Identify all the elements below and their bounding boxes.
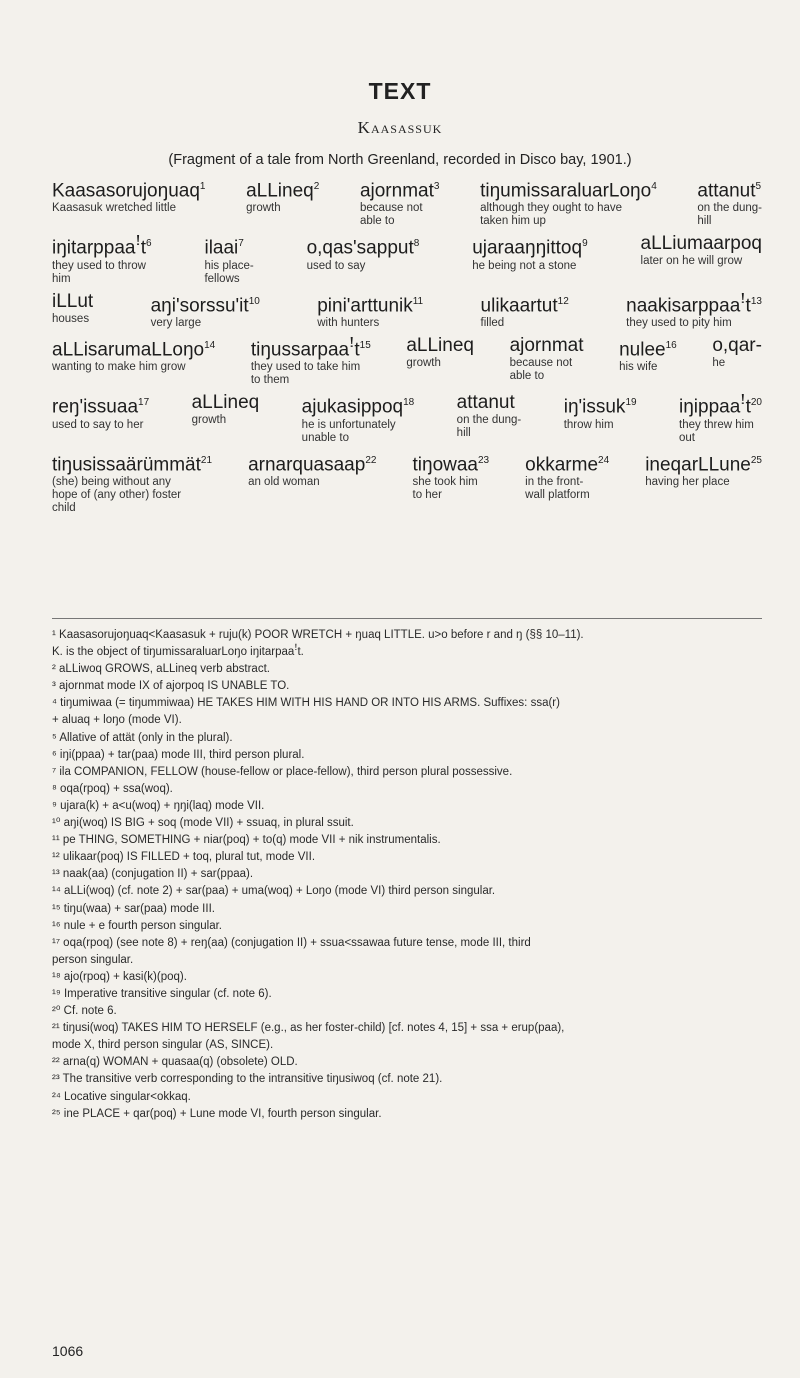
eskimo-word: ineqarLLune$^{25}$ [645,453,762,475]
eskimo-word: aLLineq$^2$ [246,180,320,202]
word-gloss-pair [192,392,260,427]
footnote-ref: 19 [625,397,637,409]
footnote-line: ⁹ ujara(k) + a<u(woq) + ŋŋi(laq) mode VII. [52,799,265,812]
eskimo-word: iŋ'issuk$^{19}$ [563,396,637,418]
eskimo-word: naakisarppaaꜝt$^{13}$ [626,294,762,316]
eskimo-word: Kaasasorujoŋuaq$^1$ [52,180,206,202]
word-gloss-pair [510,335,584,383]
english-gloss: he being not a stone [472,259,577,272]
footnote-line: person singular. [52,953,134,966]
footnote-line: ⁷ ila COMPANION, FELLOW (house-fellow or place-fellow), third person plural possessive. [52,765,513,778]
english-gloss: growth [406,356,441,369]
gloss-row [52,392,762,444]
gloss-row [52,335,762,387]
footnote-ref: 22 [365,454,377,466]
footnote-line: + aluaq + loŋo (mode VI). [52,714,182,727]
word-gloss-pair [204,233,253,285]
english-gloss: an old woman [248,475,320,488]
footnote-line: ² aLLiwoq GROWS, aLLineq verb abstract. [52,663,270,676]
footnote-ref: 15 [359,339,371,351]
eskimo-word: tiŋowaa$^{23}$ [412,453,490,475]
word-gloss-pair [679,392,762,444]
eskimo-word: o,qas'sapput$^8$ [306,237,420,259]
eskimo-word: ajukasippoq$^{18}$ [301,396,415,418]
english-gloss: with hunters [317,316,380,329]
footnote-ref: 9 [582,238,588,250]
english-gloss: Kaasasuk wretched little [52,202,177,215]
english-gloss: he [712,356,726,369]
eskimo-word: tiŋussarpaaꜝt$^{15}$ [250,339,371,361]
english-gloss: later on he will grow [640,255,743,268]
gloss-row [52,450,762,515]
footnote-line: ¹⁰ aŋi(woq) IS BIG + soq (mode VII) + ssuaq, in plural ssuit. [52,817,354,830]
english-gloss: wanting to make him grow [52,361,186,374]
word-gloss-pair [52,233,152,285]
intro-caption: (Fragment of a tale from North Greenland, recorded in Disco bay, 1901.) [168,152,632,168]
footnote-ref: 3 [433,181,440,192]
word-gloss-pair [406,335,474,370]
footnote-line: mode X, third person singular (AS, SINCE). [52,1039,274,1052]
word-gloss-pair [307,233,420,272]
word-gloss-pair [52,450,212,515]
footnote-line: ²⁵ ine PLACE + qar(poq) + Lune mode VI, fourth person singular. [52,1107,382,1120]
footnote-line: ¹ Kaasasorujoŋuaq<Kaasasuk + ruju(k) POOR WRETCH + ŋuaq LITTLE. u>o before r and ŋ (§§ 10–11). [52,629,584,641]
section-heading: TEXT [368,78,432,104]
english-gloss: used to say [306,259,366,272]
english-gloss: filled [480,316,505,329]
word-gloss-pair [697,176,762,228]
english-gloss: although they ought to have taken him up [480,202,623,228]
word-gloss-pair [481,291,569,330]
footnote-line: ¹⁴ aLLi(woq) (cf. note 2) + sar(paa) + uma(woq) + Loŋo (mode VI) third person singular. [52,885,496,898]
footnote-line: ¹⁹ Imperative transitive singular (cf. note 6). [52,987,272,1000]
word-gloss-pair [246,176,319,215]
eskimo-word: $aŋi'sorssu'it^{10}$ [150,294,260,316]
english-gloss: in the front- wall platform [525,475,590,501]
english-gloss: used to say to her [52,418,144,431]
footnote-ref: 20 [750,397,762,409]
eskimo-word: aLLiumaarpoq [640,233,762,255]
word-gloss-pair [525,450,609,502]
english-gloss: houses [52,312,90,325]
eskimo-word: ajornmat [509,334,584,356]
footnote-ref: 23 [478,454,490,466]
english-gloss: very large [150,316,202,329]
word-gloss-pair [626,291,762,330]
footnote-ref: 1 [199,181,206,192]
word-gloss-pair [712,335,762,370]
footnote-line: K. is the object of tiŋumissaraluarLoŋo iŋitarpaaꜝt. [52,646,304,659]
footnote-line: ²¹ tiŋusi(woq) TAKES HIM TO HERSELF (e.g., as her foster-child) [cf. notes 4, 15] + ssa + erup(paa), [52,1022,565,1035]
footnote-ref: 14 [204,339,216,351]
footnote-line: ²³ The transitive verb corresponding to the intransitive tiŋusiwoq (cf. note 21). [52,1073,443,1086]
footnote-divider [52,618,762,619]
english-gloss: on the dung- hill [697,202,762,228]
gloss-row [52,291,762,330]
word-gloss-pair [472,233,587,272]
english-gloss: growth [191,414,227,427]
eskimo-word: pini'arttunik$^{11}$ [317,294,424,316]
eskimo-word: okkarme$^{24}$ [525,453,610,475]
english-gloss: they used to take him to them [250,361,361,387]
english-gloss: on the dung- hill [456,414,522,440]
eskimo-word: aLLineq [406,334,474,356]
footnote-line: ⁴ tiŋumiwaa (= tiŋummiwaa) HE TAKES HIM WITH HIS HAND OR INTO HIS ARMS. Suffixes: ssa(r) [52,697,560,710]
eskimo-word: ujaraaŋŋittoq$^9$ [472,237,588,259]
word-gloss-pair [251,335,371,387]
footnote-ref: 6 [146,238,152,250]
word-gloss-pair [619,335,677,374]
page-number: 1066 [52,1343,84,1359]
word-gloss-pair [52,392,149,431]
english-gloss: he is unfortunately unable to [301,418,396,444]
word-gloss-pair [564,392,637,431]
eskimo-word: arnarquasaap$^{22}$ [248,453,377,475]
footnote-ref: 7 [238,238,244,250]
word-gloss-pair [151,291,260,330]
footnote-ref: 25 [750,454,762,466]
footnote-line: ¹⁸ ajo(rpoq) + kasi(k)(poq). [52,970,187,983]
footnote-ref: 24 [598,454,610,466]
english-gloss: having her place [645,475,730,488]
gloss-row [52,176,762,228]
footnote-ref: 13 [750,295,762,307]
footnote-line: ¹⁵ tiŋu(waa) + sar(paa) mode III. [52,902,215,915]
eskimo-word: ulikaartut$^{12}$ [480,294,569,316]
footnote-line: ⁶ iŋi(ppaa) + tar(paa) mode III, third person plural. [52,748,305,761]
eskimo-word: attanut [456,392,515,414]
eskimo-word: ilaai$^7$ [204,237,244,259]
footnote-line: ¹¹ pe THING, SOMETHING + niar(poq) + to(q) mode VII + nik instrumentalis. [52,834,441,847]
eskimo-word: iLLut [52,290,94,312]
word-gloss-pair [52,291,93,326]
footnote-ref: 5 [755,181,762,192]
english-gloss: they threw him out [679,418,754,444]
footnote-line: ¹³ naak(aa) (conjugation II) + sar(ppaa). [52,868,254,881]
word-gloss-pair [360,176,439,228]
eskimo-word: aLLisarumaLLoŋo$^{14}$ [52,339,216,361]
footnote-ref: 4 [651,181,657,192]
footnote-ref: 12 [557,295,569,307]
word-gloss-pair [413,450,490,502]
footnote-line: ²⁰ Cf. note 6. [52,1005,117,1018]
eskimo-word: ajornmat$^3$ [359,180,440,202]
word-gloss-pair [480,176,657,228]
gloss-row [52,233,762,285]
footnote-ref: 11 [412,295,424,307]
eskimo-word: reŋ'issuaa$^{17}$ [52,396,150,418]
word-gloss-pair [645,450,762,489]
eskimo-word: iŋitarppaaꜝt$^6$ [52,237,152,259]
footnote-line: ²⁴ Locative singular<okkaq. [52,1090,191,1103]
english-gloss: growth [246,202,281,215]
english-gloss: because not able to [359,202,423,228]
footnotes [52,627,764,1123]
footnote-ref: 2 [313,181,320,192]
eskimo-word: tiŋumissaraluarLoŋo$^4$ [480,180,657,202]
footnote-line: ²² arna(q) WOMAN + quasaa(q) (obsolete) OLD. [52,1056,298,1069]
footnote-ref: 18 [403,397,415,409]
word-gloss-pair [302,392,415,444]
footnote-line: ¹⁶ nule + e fourth person singular. [52,919,222,932]
eskimo-word: aLLineq [191,392,260,414]
word-gloss-pair [248,450,376,489]
english-gloss: because not able to [509,356,573,382]
english-gloss: his wife [619,361,658,374]
eskimo-word: o,qar- [712,334,762,356]
footnote-line: ⁵ Allative of attät (only in the plural). [52,731,233,744]
footnote-line: ¹² ulikaar(poq) IS FILLED + toq, plural tut, mode VII. [52,851,316,864]
english-gloss: she took him to her [412,475,478,501]
footnote-ref: 16 [665,339,677,351]
tale-title: Kaasassuk [357,118,443,137]
footnote-ref: 17 [138,397,150,409]
word-gloss-pair [641,233,762,268]
english-gloss: (she) being without any hope of (any other) foster child [52,475,182,514]
eskimo-word: iŋippaaꜝt$^{20}$ [679,396,762,418]
footnote-line: ⁸ oqa(rpoq) + ssa(woq). [52,782,173,795]
interlinear-gloss-block [52,176,762,520]
word-gloss-pair [457,392,522,440]
footnote-line: ¹⁷ oqa(rpoq) (see note 8) + reŋ(aa) (conjugation II) + ssua<ssawaa future tense, mode III, third [52,936,531,949]
footnote-ref: 8 [413,238,420,250]
eskimo-word: nulee$^{16}$ [619,339,677,361]
word-gloss-pair [52,176,205,215]
eskimo-word: tiŋusissaärümmät$^{21}$ [52,453,213,475]
english-gloss: throw him [563,418,614,431]
english-gloss: his place- fellows [204,259,254,285]
word-gloss-pair [317,291,423,330]
word-gloss-pair [52,335,215,374]
english-gloss: they used to throw him [52,259,146,285]
english-gloss: they used to pity him [626,316,732,329]
footnote-ref: 10 [248,295,260,307]
footnote-ref: 21 [200,454,213,466]
footnote-line: ³ ajornmat mode IX of ajorpoq IS UNABLE TO. [52,680,290,693]
eskimo-word: attanut$^5$ [697,180,762,202]
